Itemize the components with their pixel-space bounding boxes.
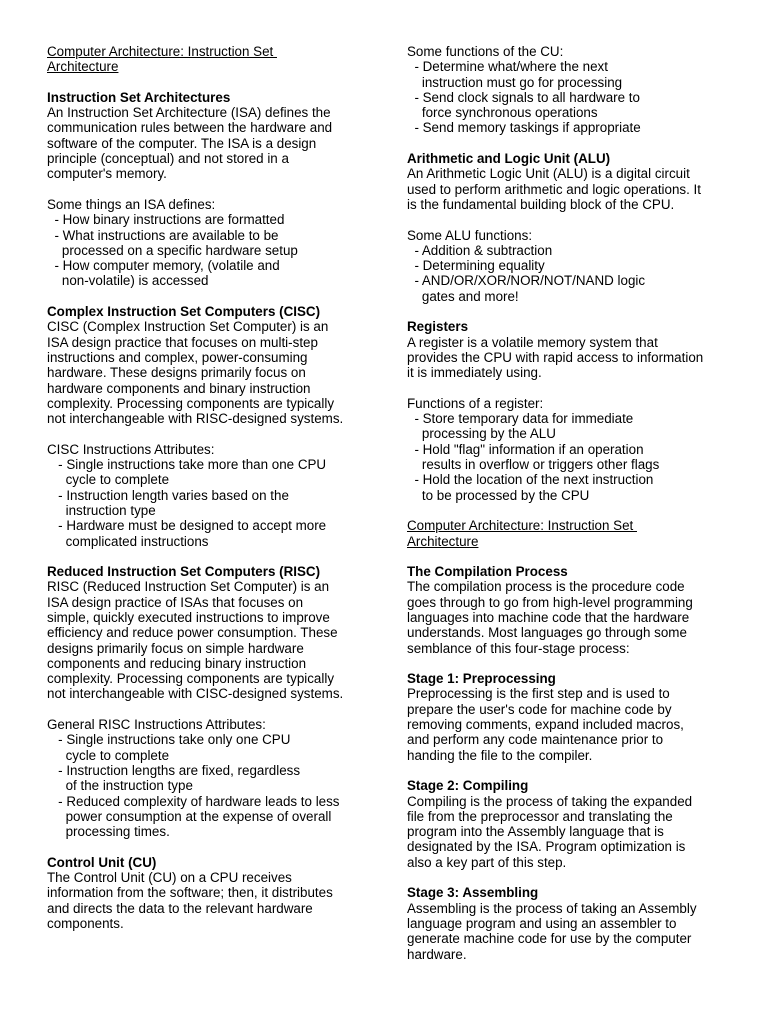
- text-line: - Determining equality: [407, 258, 545, 274]
- text-line: hardware components and binary instruction: [47, 380, 311, 396]
- blank-line: [407, 503, 727, 518]
- text-line: - Hold "flag" information if an operation: [407, 441, 644, 457]
- document-title-line: Architecture: [407, 533, 479, 549]
- text-line: it is immediately using.: [407, 365, 542, 381]
- blank-line: [47, 75, 377, 90]
- text-line: language program and using an assembler to: [407, 915, 677, 931]
- blank-line: [407, 381, 727, 396]
- text-line: Assembling is the process of taking an Assembly: [407, 900, 697, 916]
- text-line: and perform any code maintenance prior to: [407, 732, 664, 748]
- text-line: results in overflow or triggers other flags: [407, 457, 660, 473]
- text-line: designs primarily focus on simple hardware: [47, 640, 304, 656]
- section-heading: Stage 1: Preprocessing: [407, 671, 556, 687]
- text-line: - How binary instructions are formatted: [47, 212, 285, 228]
- text-line: to be processed by the CPU: [407, 487, 590, 503]
- text-line: A register is a volatile memory system that: [407, 334, 658, 350]
- text-line: - Determine what/where the next: [407, 59, 608, 75]
- blank-line: [407, 870, 727, 885]
- text-line: - Store temporary data for immediate: [407, 411, 634, 427]
- text-line: hardware.: [407, 946, 467, 962]
- text-line: instruction type: [47, 502, 156, 518]
- text-line: also a key part of this step.: [407, 854, 567, 870]
- text-line: ISA design practice of ISAs that focuses on: [47, 594, 304, 610]
- text-line: used to perform arithmetic and logic operations. It: [407, 181, 701, 197]
- text-line: provides the CPU with rapid access to information: [407, 349, 704, 365]
- blank-line: [47, 839, 377, 854]
- blank-line: [407, 656, 727, 671]
- text-line: The compilation process is the procedure code: [407, 579, 685, 595]
- text-line: instruction must go for processing: [407, 74, 623, 90]
- text-line: instructions and complex, power-consuming: [47, 349, 308, 365]
- text-line: CISC (Complex Instruction Set Computer) is an: [47, 319, 329, 335]
- text-line: principle (conceptual) and not stored in a: [47, 151, 289, 167]
- text-line: processed on a specific hardware setup: [47, 242, 298, 258]
- text-line: handing the file to the compiler.: [407, 747, 593, 763]
- text-line: program into the Assembly language that is: [407, 824, 664, 840]
- text-line: non-volatile) is accessed: [47, 273, 209, 289]
- text-line: - AND/OR/XOR/NOR/NOT/NAND logic: [407, 273, 646, 289]
- text-line: simple, quickly executed instructions to improve: [47, 609, 330, 625]
- blank-line: [47, 702, 377, 717]
- text-line: Functions of a register:: [407, 395, 544, 411]
- text-line: - Reduced complexity of hardware leads to less: [47, 793, 340, 809]
- text-line: Some ALU functions:: [407, 227, 533, 243]
- text-line: - Hold the location of the next instruction: [407, 472, 654, 488]
- text-line: software of the computer. The ISA is a design: [47, 135, 317, 151]
- document-title-line: Computer Architecture: Instruction Set: [407, 518, 637, 534]
- right-column: [407, 44, 727, 962]
- text-line: cycle to complete: [47, 747, 170, 763]
- text-line: - Instruction length varies based on the: [47, 487, 289, 503]
- text-line: - Single instructions take only one CPU: [47, 732, 291, 748]
- left-column: [47, 44, 377, 931]
- text-line: prepare the user's code for machine code by: [407, 701, 672, 717]
- section-heading: Arithmetic and Logic Unit (ALU): [407, 151, 611, 167]
- blank-line: [47, 426, 377, 441]
- text-line: file from the preprocessor and translating the: [407, 808, 673, 824]
- text-line: An Instruction Set Architecture (ISA) defines the: [47, 105, 331, 121]
- text-line: - Send clock signals to all hardware to: [407, 89, 640, 105]
- text-line: not interchangeable with RISC-designed systems.: [47, 411, 344, 427]
- text-line: complexity. Processing components are typically: [47, 395, 335, 411]
- text-line: - How computer memory, (volatile and: [47, 258, 280, 274]
- text-line: - Send memory taskings if appropriate: [407, 120, 641, 136]
- text-line: - Hardware must be designed to accept more: [47, 518, 327, 534]
- section-heading: Registers: [407, 319, 469, 335]
- text-line: gates and more!: [407, 288, 519, 304]
- text-line: and directs the data to the relevant hardware: [47, 900, 313, 916]
- section-heading: Instruction Set Architectures: [47, 89, 231, 105]
- text-line: removing comments, expand included macros,: [407, 717, 684, 733]
- text-line: computer's memory.: [47, 166, 167, 182]
- blank-line: [407, 763, 727, 778]
- blank-line: [47, 549, 377, 564]
- text-line: - Addition & subtraction: [407, 242, 553, 258]
- text-line: Some functions of the CU:: [407, 44, 564, 59]
- text-line: Compiling is the process of taking the expanded: [407, 793, 693, 809]
- document-title-line: Computer Architecture: Instruction Set: [47, 44, 277, 59]
- text-line: - Instruction lengths are fixed, regardless: [47, 762, 301, 778]
- text-line: - Single instructions take more than one CPU: [47, 457, 327, 473]
- text-line: The Control Unit (CU) on a CPU receives: [47, 870, 292, 886]
- blank-line: [47, 289, 377, 304]
- text-line: communication rules between the hardware and: [47, 120, 333, 136]
- text-line: - What instructions are available to be: [47, 227, 279, 243]
- text-line: understands. Most languages go through some: [407, 625, 687, 641]
- text-line: generate machine code for use by the computer: [407, 931, 692, 947]
- text-line: is the fundamental building block of the CPU.: [407, 196, 675, 212]
- text-line: RISC (Reduced Instruction Set Computer) is an: [47, 579, 330, 595]
- text-line: processing times.: [47, 824, 170, 840]
- blank-line: [407, 304, 727, 319]
- text-line: Some things an ISA defines:: [47, 196, 216, 212]
- section-heading: Stage 3: Assembling: [407, 885, 539, 901]
- text-line: components.: [47, 915, 124, 931]
- text-line: complicated instructions: [47, 533, 209, 549]
- text-line: hardware. These designs primarily focus on: [47, 365, 306, 381]
- text-line: General RISC Instructions Attributes:: [47, 717, 266, 733]
- text-line: semblance of this four-stage process:: [407, 640, 630, 656]
- section-heading: Stage 2: Compiling: [407, 778, 529, 794]
- document-title-line: Architecture: [47, 59, 119, 75]
- text-line: power consumption at the expense of overall: [47, 808, 332, 824]
- section-heading: The Compilation Process: [407, 564, 568, 580]
- text-line: designated by the ISA. Program optimization is: [407, 839, 686, 855]
- blank-line: [407, 212, 727, 227]
- section-heading: Complex Instruction Set Computers (CISC): [47, 304, 321, 320]
- section-heading: Reduced Instruction Set Computers (RISC): [47, 564, 321, 580]
- blank-line: [407, 549, 727, 564]
- text-line: goes through to go from high-level programming: [407, 594, 693, 610]
- blank-line: [47, 182, 377, 197]
- text-line: processing by the ALU: [407, 426, 556, 442]
- text-line: complexity. Processing components are typically: [47, 671, 335, 687]
- text-line: components and reducing binary instruction: [47, 655, 307, 671]
- text-line: force synchronous operations: [407, 105, 598, 121]
- text-line: of the instruction type: [47, 778, 193, 794]
- section-heading: Control Unit (CU): [47, 854, 157, 870]
- text-line: efficiency and reduce power consumption. These: [47, 625, 338, 641]
- text-line: An Arithmetic Logic Unit (ALU) is a digital circuit: [407, 166, 690, 182]
- blank-line: [407, 136, 727, 151]
- text-line: languages into machine code that the hardware: [407, 609, 690, 625]
- text-line: not interchangeable with CISC-designed systems.: [47, 686, 344, 702]
- text-line: ISA design practice that focuses on multi-step: [47, 334, 318, 350]
- text-line: cycle to complete: [47, 472, 170, 488]
- text-line: Preprocessing is the first step and is used to: [407, 686, 670, 702]
- text-line: information from the software; then, it distributes: [47, 885, 333, 901]
- text-line: CISC Instructions Attributes:: [47, 441, 215, 457]
